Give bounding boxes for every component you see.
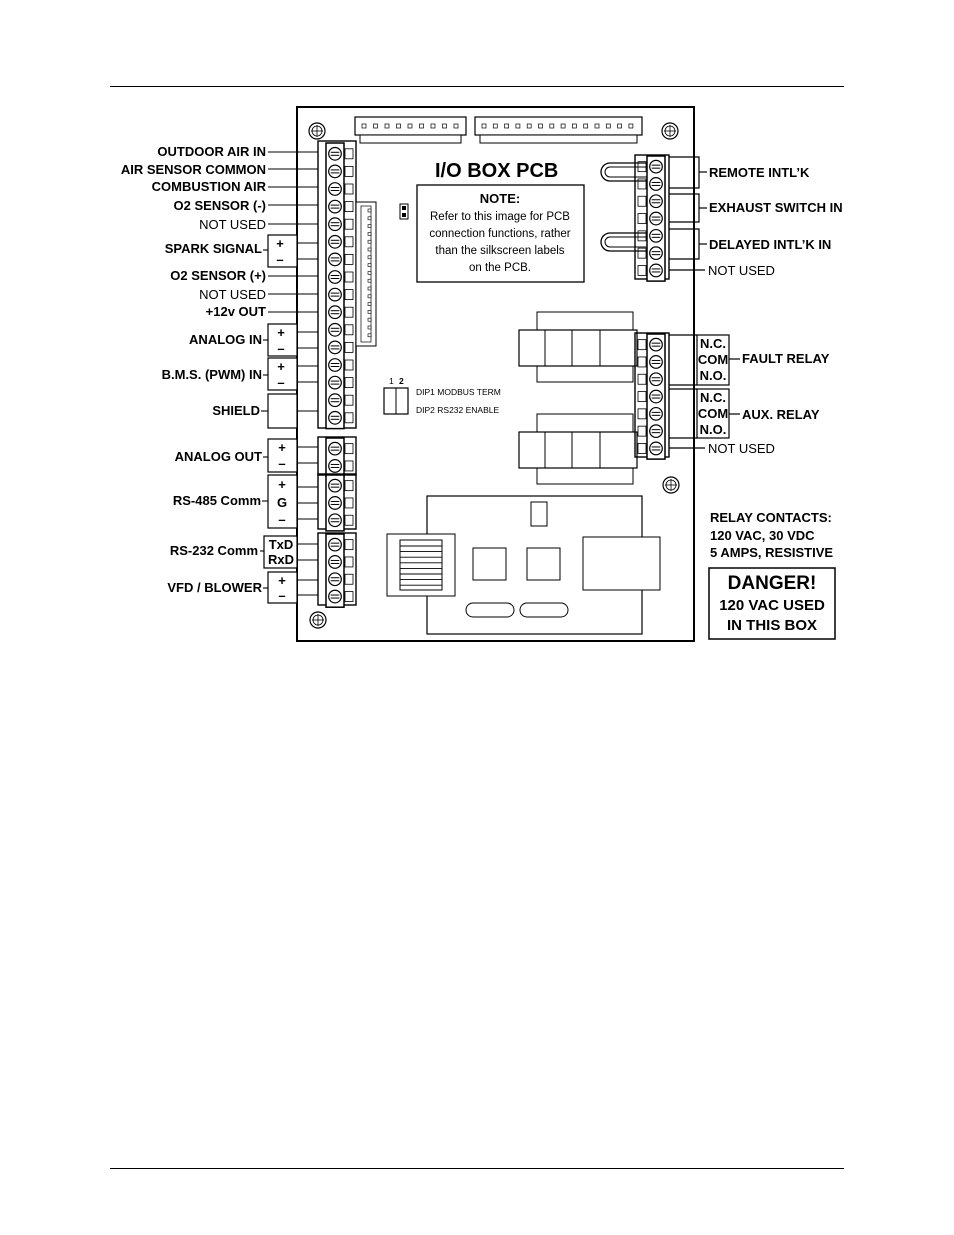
ribbon-pin (368, 287, 371, 290)
terminal-tab (345, 592, 353, 602)
relay-contacts-line-3: 5 AMPS, RESISTIVE (710, 545, 834, 560)
terminal-tab (345, 481, 353, 491)
dip-num-2: 2 (399, 376, 404, 386)
terminal-tab (638, 340, 646, 350)
label-remote-intlk: REMOTE INTL’K (709, 165, 810, 180)
label-combustion-air: COMBUSTION AIR (151, 179, 266, 194)
dip1-label: DIP1 MODBUS TERM (416, 387, 501, 397)
terminal-tab (345, 219, 353, 229)
ribbon-pin (368, 318, 371, 321)
right-labels (669, 157, 843, 456)
note-line-4: on the PCB. (468, 262, 532, 274)
left-labels (121, 144, 267, 595)
spark-minus: – (276, 252, 284, 267)
ribbon-pin (368, 256, 371, 259)
terminal-tab (345, 515, 353, 525)
screw-terminal (329, 324, 342, 337)
screw-terminal (329, 218, 342, 231)
screw-terminal (329, 165, 342, 178)
terminal-tab (638, 248, 646, 258)
screw-terminal (650, 356, 663, 369)
label-air-sensor-common: AIR SENSOR COMMON (120, 162, 266, 177)
terminal-tab (638, 392, 646, 402)
terminal-tab (345, 557, 353, 567)
shield-box (268, 394, 297, 428)
label-rs232-comm: RS-232 Comm (169, 543, 258, 558)
analog-out-plus: + (278, 440, 286, 455)
terminal-tab (345, 498, 353, 508)
rs232-rxd: RxD (267, 552, 295, 567)
ribbon-pin (368, 334, 371, 337)
top-connectors (355, 117, 642, 143)
aux-no: N.O. (699, 422, 727, 437)
label-analog-out: ANALOG OUT (174, 449, 262, 464)
aux-com: COM (697, 406, 729, 421)
label-not-used-top: NOT USED (708, 263, 775, 278)
terminal-tab (345, 307, 353, 317)
aux-relay-component (519, 414, 637, 484)
ribbon-pin (368, 232, 371, 235)
ribbon-pin (368, 271, 371, 274)
terminal-tab (638, 374, 646, 384)
terminal-tab (345, 540, 353, 550)
daughter-board (387, 496, 660, 634)
terminal-tab (638, 357, 646, 367)
board-title: I/O BOX PCB (435, 160, 559, 182)
label-outdoor-air-in: OUTDOOR AIR IN (157, 144, 266, 159)
fault-com: COM (697, 352, 729, 367)
analog-out-minus: – (278, 456, 286, 471)
terminal-tab (345, 360, 353, 370)
analog-in-plus: + (277, 325, 285, 340)
screw-terminal (329, 359, 342, 372)
terminal-tab (345, 237, 353, 247)
terminal-tab (638, 443, 646, 453)
screw-terminal (329, 253, 342, 266)
screw-terminal (329, 460, 342, 473)
screw-terminal (329, 442, 342, 455)
label-shield: SHIELD (212, 403, 260, 418)
label-bms-pwm-in: B.M.S. (PWM) IN (161, 367, 262, 382)
screw-terminal (329, 288, 342, 301)
label-not-used-bottom: NOT USED (708, 441, 775, 456)
terminal-tab (345, 202, 353, 212)
terminal-tab (345, 413, 353, 423)
screw-terminal (329, 306, 342, 319)
label-analog-in: ANALOG IN (189, 332, 262, 347)
danger-line-3: IN THIS BOX (726, 617, 818, 634)
note-line-2: connection functions, rather (429, 228, 571, 240)
screw-terminal (650, 408, 663, 421)
terminal-tab (638, 265, 646, 275)
label-not-used-1: NOT USED (199, 217, 266, 232)
terminal-tab (345, 461, 353, 471)
label-o2-sensor-minus: O2 SENSOR (-) (173, 198, 266, 213)
aux-nc: N.C. (700, 390, 726, 405)
screw-terminal (329, 479, 342, 492)
screw-terminal (329, 376, 342, 389)
fault-no: N.O. (699, 368, 727, 383)
screw-terminal (650, 212, 663, 225)
terminal-tab (345, 272, 353, 282)
screw-terminal (329, 200, 342, 213)
rs485-minus: – (278, 512, 286, 527)
screw-terminal (329, 236, 342, 249)
terminal-tab (638, 214, 646, 224)
ribbon-pin (368, 264, 371, 267)
screw-terminal (650, 338, 663, 351)
screw-terminal (650, 247, 663, 260)
relay-contacts-line-2: 120 VAC, 30 VDC (710, 528, 815, 543)
analog-in-minus: – (277, 341, 285, 356)
vfd-plus: + (278, 573, 286, 588)
screw-terminal (329, 538, 342, 551)
danger-line-2: 120 VAC USED (719, 597, 825, 614)
label-fault-relay: FAULT RELAY (742, 351, 830, 366)
screw-terminal (650, 373, 663, 386)
spark-plus: + (276, 236, 284, 251)
terminal-tab (345, 342, 353, 352)
ribbon-pin (368, 303, 371, 306)
relay-contacts-line-1: RELAY CONTACTS: (710, 510, 832, 525)
label-o2-sensor-plus: O2 SENSOR (+) (170, 268, 266, 283)
screw-terminal (329, 341, 342, 354)
dip-num-1: 1 (389, 376, 394, 386)
screw-terminal (650, 178, 663, 191)
label-rs485-comm: RS-485 Comm (172, 493, 261, 508)
vfd-minus: – (278, 588, 286, 603)
terminal-tab (345, 444, 353, 454)
label-aux-relay: AUX. RELAY (742, 407, 820, 422)
terminal-tab (345, 149, 353, 159)
label-vfd-blower: VFD / BLOWER (167, 580, 262, 595)
bms-plus: + (277, 359, 285, 374)
label-exhaust-switch-in: EXHAUST SWITCH IN (709, 200, 843, 215)
note-line-1: Refer to this image for PCB (430, 211, 570, 223)
screw-terminal (650, 195, 663, 208)
terminal-tab (638, 426, 646, 436)
terminal-tab (345, 254, 353, 264)
label-not-used-2: NOT USED (199, 287, 266, 302)
fault-relay-component (519, 312, 637, 382)
rs232-txd: TxD (268, 537, 294, 552)
ribbon-pin (368, 310, 371, 313)
ribbon-pin (368, 209, 371, 212)
ribbon-pin (368, 225, 371, 228)
ribbon-pin (368, 248, 371, 251)
terminal-tab (345, 325, 353, 335)
terminal-tab (345, 395, 353, 405)
screw-terminal (329, 148, 342, 161)
ribbon-pin (368, 217, 371, 220)
ribbon-pin (368, 279, 371, 282)
label-spark-signal: SPARK SIGNAL (164, 241, 262, 256)
left-pin-boxes (264, 235, 297, 603)
screw-terminal (329, 590, 342, 603)
dip2-label: DIP2 RS232 ENABLE (416, 405, 500, 415)
rs485-plus: + (278, 477, 286, 492)
terminal-tab (345, 574, 353, 584)
screw-terminal (329, 497, 342, 510)
terminal-tab (345, 184, 353, 194)
danger-line-1: DANGER! (727, 573, 817, 594)
label-delayed-intlk-in: DELAYED INTL’K IN (709, 237, 832, 252)
screw-terminal (329, 271, 342, 284)
top-connector-right (475, 117, 642, 135)
ribbon-pin (368, 240, 371, 243)
terminal-tab (638, 409, 646, 419)
label-12v-out: +12v OUT (205, 304, 266, 319)
screw-terminal (329, 514, 342, 527)
screw-terminal (329, 573, 342, 586)
rs485-g: G (276, 495, 288, 510)
screw-terminal (650, 160, 663, 173)
terminal-tab (345, 166, 353, 176)
terminal-tab (345, 378, 353, 388)
screw-terminal (650, 390, 663, 403)
bms-minus: – (277, 375, 285, 390)
screw-terminal (329, 183, 342, 196)
screw-terminal (650, 425, 663, 438)
screw-terminal (650, 264, 663, 277)
terminal-tab (638, 196, 646, 206)
screw-terminal (329, 394, 342, 407)
ribbon-pin (368, 295, 371, 298)
note-line-3: than the silkscreen labels (435, 245, 565, 257)
screw-terminal (329, 412, 342, 425)
ribbon-pin (368, 326, 371, 329)
screw-terminal (329, 556, 342, 569)
note-heading: NOTE: (479, 191, 521, 206)
fault-nc: N.C. (700, 336, 726, 351)
terminal-tab (345, 290, 353, 300)
ribbon-connector (356, 202, 376, 346)
screw-terminal (650, 442, 663, 455)
screw-terminal (650, 230, 663, 243)
